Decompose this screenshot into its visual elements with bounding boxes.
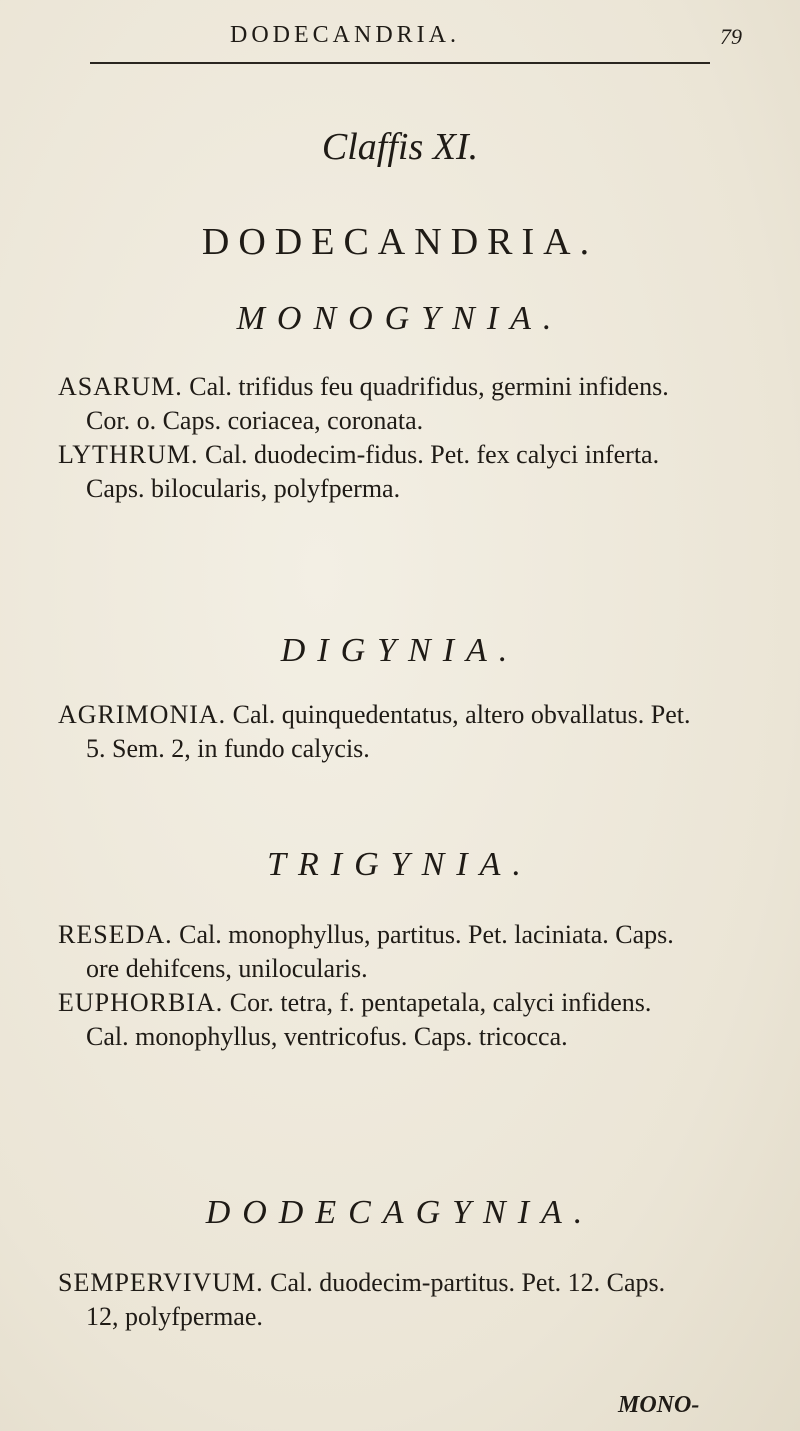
genus-name: EUPHORBIA. [58, 988, 224, 1017]
entry-asarum [58, 370, 698, 438]
order-title-dodecagynia: DODECAGYNIA. [205, 1194, 595, 1231]
header-rule [90, 62, 710, 64]
entry-sempervivum [58, 1266, 698, 1334]
genus-name: ASARUM. [58, 372, 183, 401]
genus-name: RESEDA. [58, 920, 173, 949]
genus-name: LYTHRUM. [58, 440, 199, 469]
page-number: 79 [720, 24, 742, 49]
genus-name: SEMPERVIVUM. [58, 1268, 264, 1297]
entry-agrimonia [58, 698, 698, 766]
order-title-trigynia: TRIGYNIA. [267, 846, 533, 883]
genus-name: AGRIMONIA. [58, 700, 227, 729]
order-entries-monogynia [58, 370, 698, 506]
catchword: MONO- [618, 1392, 700, 1418]
running-head [0, 22, 800, 52]
running-title: DODECANDRIA. [230, 22, 460, 48]
class-title: Claffis XI. [321, 126, 479, 168]
order-entries-trigynia [58, 918, 698, 1054]
order-entries-dodecagynia [58, 1266, 698, 1334]
genus-description: Cor. tetra, f. pentapetala, calyci infidens. Cal. monophyllus, ventricofus. Caps. tricocca. [86, 988, 652, 1051]
genus-description: Cal. duodecim-fidus. Pet. fex calyci inferta. Caps. bilocularis, polyfperma. [86, 440, 660, 503]
entry-reseda [58, 918, 698, 986]
order-title-monogynia: MONOGYNIA. [236, 300, 564, 337]
genus-description: Cal. quinquedentatus, altero obvallatus. Pet. 5. Sem. 2, in fundo calycis. [86, 700, 691, 763]
order-title-digynia: DIGYNIA. [280, 632, 520, 669]
entry-euphorbia [58, 986, 698, 1054]
entry-lythrum [58, 438, 698, 506]
genus-description: Cal. duodecim-partitus. Pet. 12. Caps. 12, polyfpermae. [86, 1268, 666, 1331]
genus-description: Cal. monophyllus, partitus. Pet. laciniata. Caps. ore dehifcens, unilocularis. [86, 920, 674, 983]
order-entries-digynia [58, 698, 698, 766]
genus-description: Cal. trifidus feu quadrifidus, germini infidens. Cor. o. Caps. coriacea, coronata. [86, 372, 669, 435]
class-name: DODECANDRIA. [201, 221, 599, 263]
